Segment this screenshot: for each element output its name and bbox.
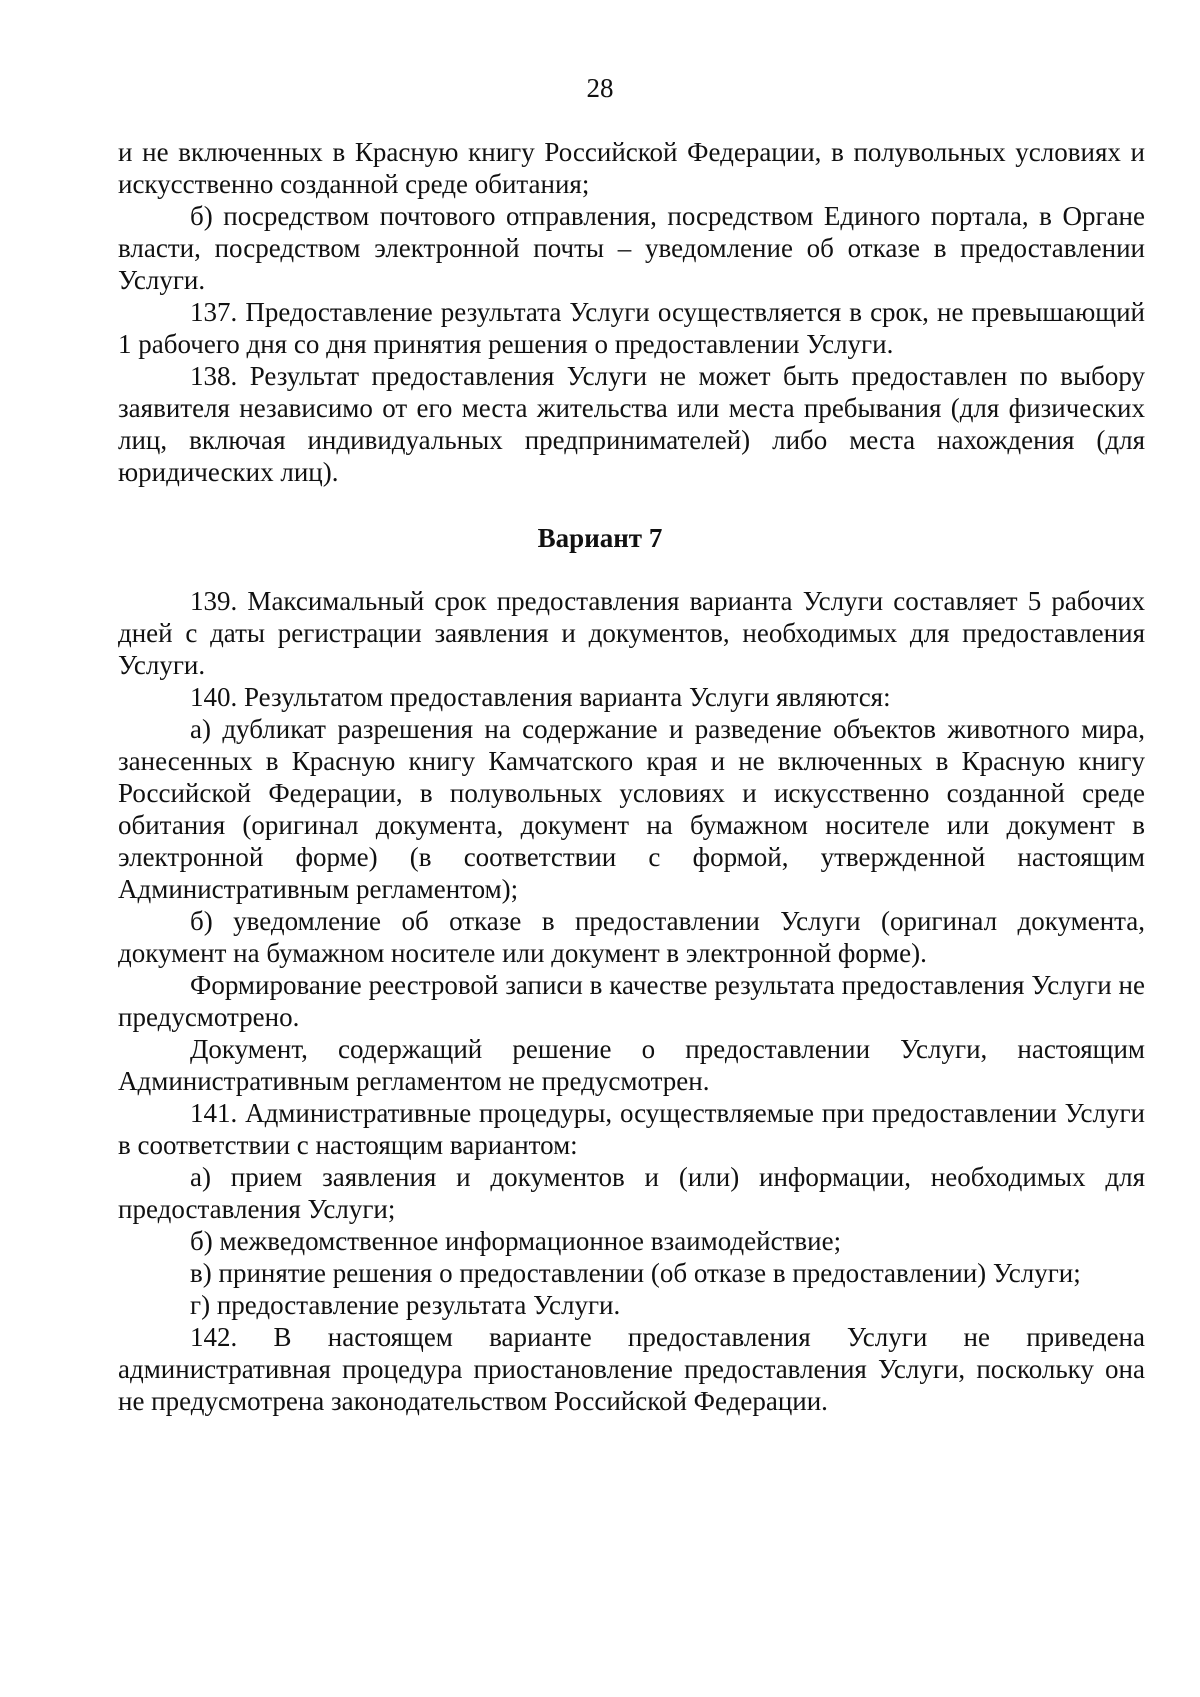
paragraph: 138. Результат предоставления Услуги не может быть предоставлен по выбору заявителя независимо от его места жительства или места пребывания (для физических лиц, включая индивидуальных предпринимателей) либо места нахождения (для юридических лиц). [118, 361, 1145, 487]
section-top [118, 136, 1145, 488]
paragraph: 139. Максимальный срок предоставления варианта Услуги составляет 5 рабочих дней с даты регистрации заявления и документов, необходимых для предоставления Услуги. [118, 586, 1145, 680]
paragraph: б) посредством почтового отправления, посредством Единого портала, в Органе власти, посредством электронной почты – уведомление об отказе в предоставлении Услуги. [118, 201, 1145, 295]
paragraph: 137. Предоставление результата Услуги осуществляется в срок, не превышающий 1 рабочего дня со дня принятия решения о предоставлении Услуги. [118, 297, 1145, 359]
paragraph: и не включенных в Красную книгу Российской Федерации, в полувольных условиях и искусственно созданной среде обитания; [118, 137, 1145, 199]
paragraph: г) предоставление результата Услуги. [190, 1290, 621, 1320]
paragraph: 140. Результатом предоставления варианта Услуги являются: [190, 682, 891, 712]
paragraph: 141. Административные процедуры, осуществляемые при предоставлении Услуги в соответствии с настоящим вариантом: [118, 1098, 1145, 1160]
paragraph: а) дубликат разрешения на содержание и разведение объектов животного мира, занесенных в Красную книгу Камчатского края и не включенных в Красную книгу Российской Федерации, в полувольных условиях и искусственно созданной среде обитания (оригинал документа, документ на бумажном носителе или документ в электронной форме) (в соответствии с формой, утвержденной настоящим Административным регламентом); [118, 714, 1145, 904]
page-number: 28 [586, 73, 614, 103]
paragraph: б) уведомление об отказе в предоставлении Услуги (оригинал документа, документ на бумажном носителе или документ в электронной форме). [118, 906, 1145, 968]
section-bottom [118, 585, 1145, 1417]
paragraph: в) принятие решения о предоставлении (об отказе в предоставлении) Услуги; [190, 1258, 1081, 1288]
paragraph: Формирование реестровой записи в качестве результата предоставления Услуги не предусмотрено. [118, 970, 1145, 1032]
paragraph: б) межведомственное информационное взаимодействие; [190, 1226, 842, 1256]
paragraph: 142. В настоящем варианте предоставления Услуги не приведена административная процедура приостановление предоставления Услуги, поскольку она не предусмотрена законодательством Российской Федерации. [118, 1322, 1145, 1416]
paragraph: а) прием заявления и документов и (или) информации, необходимых для предоставления Услуги; [118, 1162, 1145, 1224]
paragraph: Документ, содержащий решение о предоставлении Услуги, настоящим Административным регламентом не предусмотрен. [118, 1034, 1145, 1096]
section-heading: Вариант 7 [537, 523, 663, 553]
